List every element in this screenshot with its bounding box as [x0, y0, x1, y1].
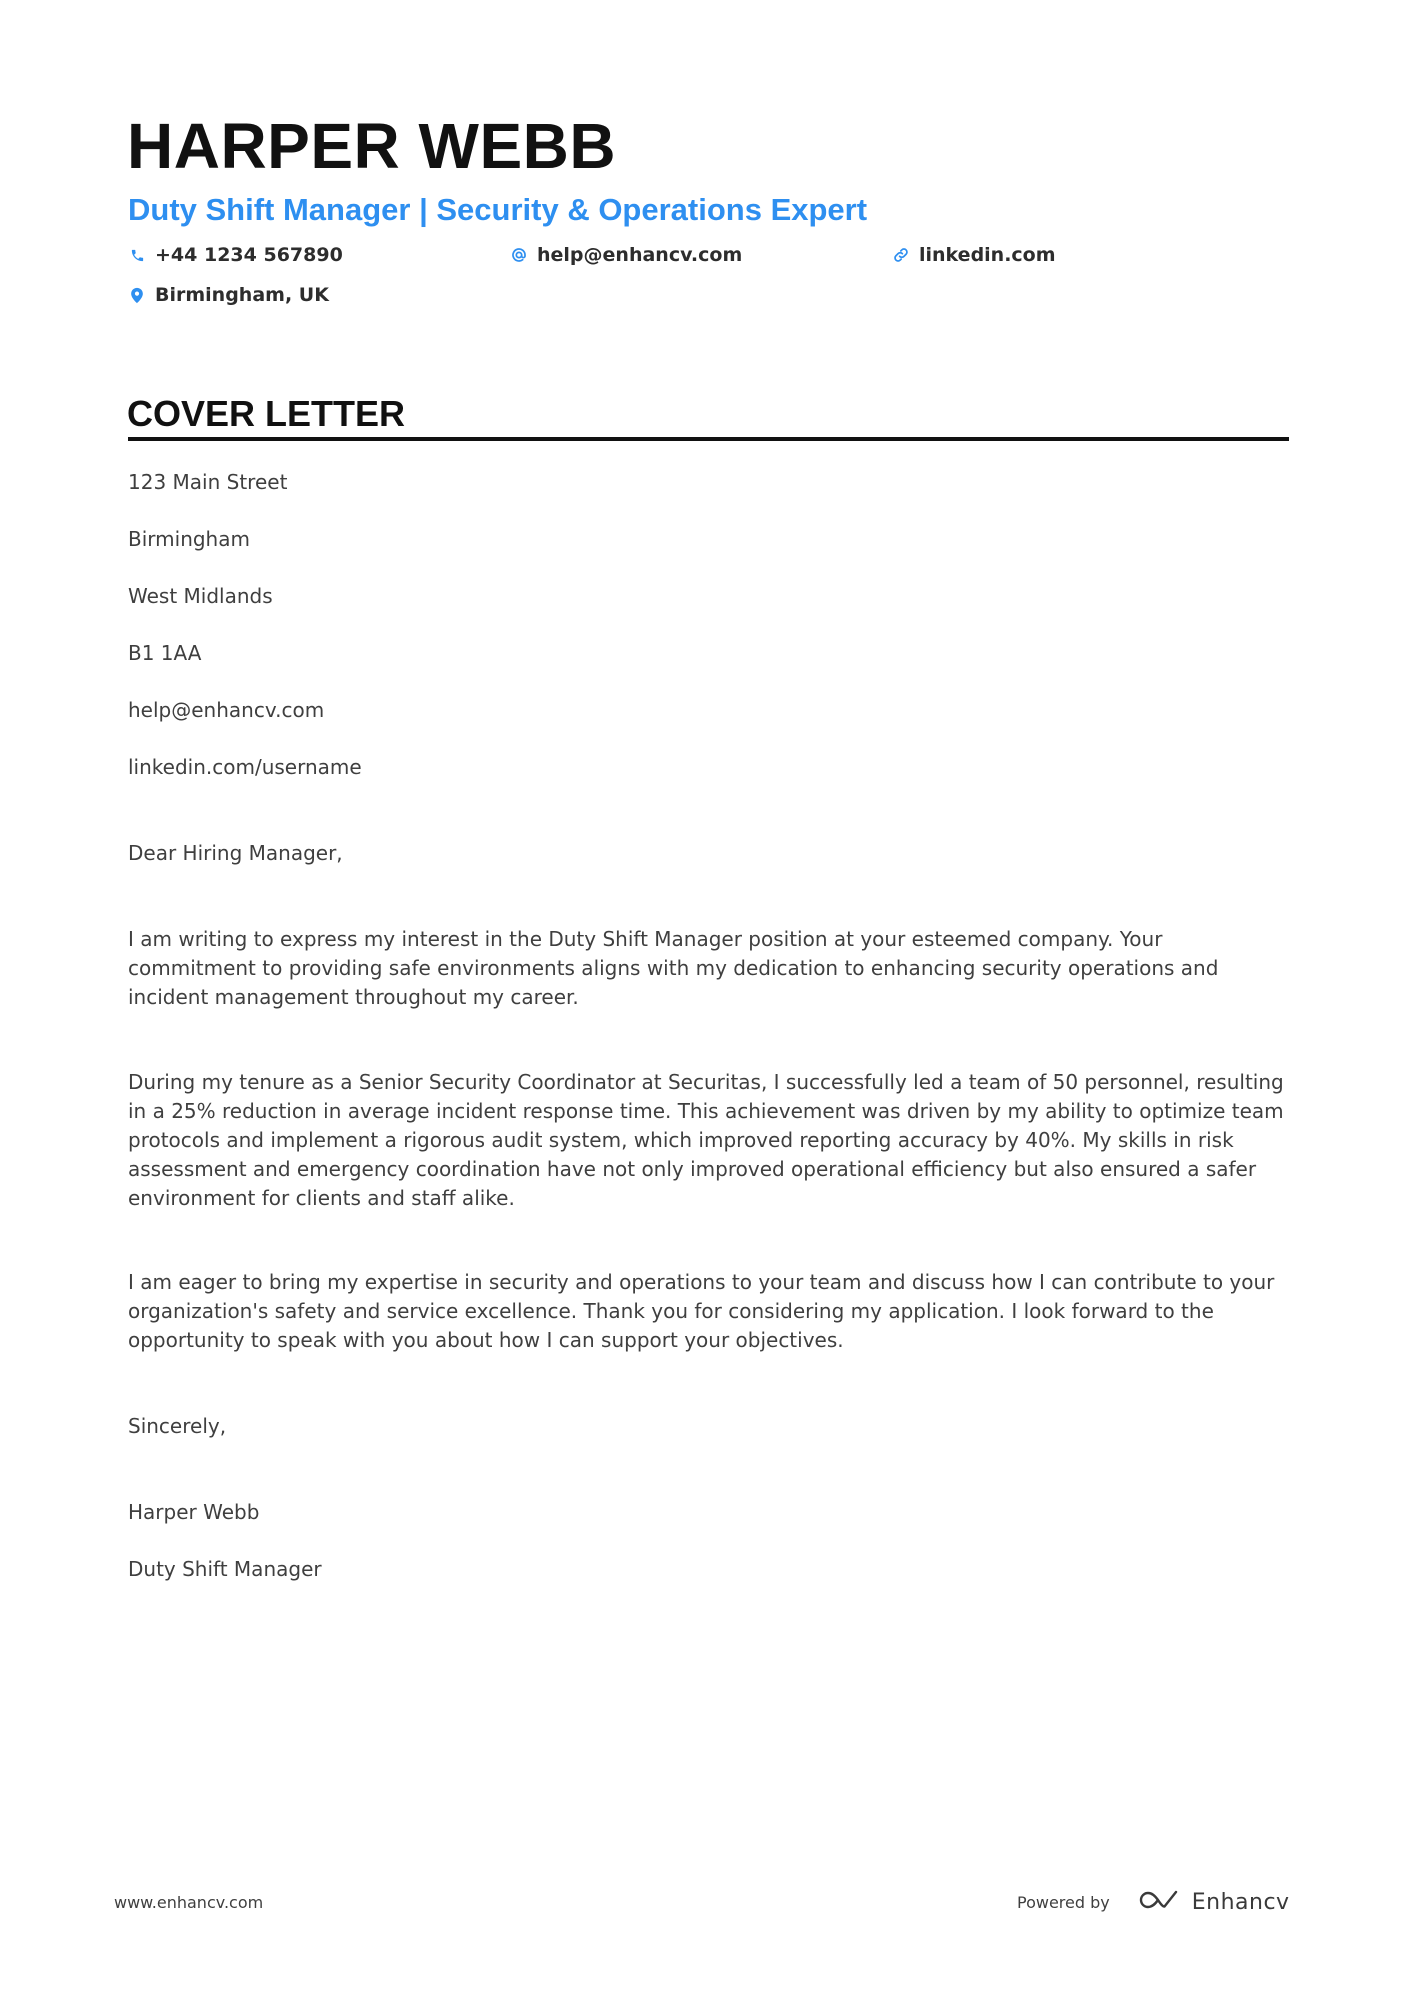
powered-by-label: Powered by	[1017, 1892, 1110, 1912]
signature-name: Harper Webb	[128, 1500, 260, 1524]
phone-icon	[128, 246, 146, 264]
address-email: help@enhancv.com	[128, 698, 325, 722]
contact-linkedin-text: linkedin.com	[919, 244, 1056, 266]
closing: Sincerely,	[128, 1414, 227, 1438]
contact-location-text: Birmingham, UK	[155, 284, 329, 306]
location-pin-icon	[128, 286, 146, 304]
contact-phone-text: +44 1234 567890	[155, 244, 343, 266]
contact-email-text: help@enhancv.com	[537, 244, 743, 266]
contact-phone	[128, 240, 343, 270]
address-line: West Midlands	[128, 584, 273, 608]
powered-by[interactable]	[1017, 1888, 1290, 1916]
at-sign-icon	[510, 246, 528, 264]
body-paragraph: I am eager to bring my expertise in security and operations to your team and discuss how I can contribute to your organization's safety and service excellence. Thank you for considering my application. I look forward to the opportunity to speak with you about how I can support your objectives.	[128, 1270, 1275, 1352]
address-line: B1 1AA	[128, 641, 202, 665]
address-line: Birmingham	[128, 527, 250, 551]
enhancv-brand-name: Enhancv	[1191, 1889, 1290, 1915]
contact-linkedin[interactable]	[892, 240, 1056, 270]
address-linkedin: linkedin.com/username	[128, 755, 362, 779]
section-heading-cover-letter: COVER LETTER	[127, 393, 406, 434]
footer-website-link[interactable]: www.enhancv.com	[114, 1893, 264, 1912]
candidate-title: Duty Shift Manager | Security & Operations Expert	[128, 192, 868, 227]
enhancv-logo-icon	[1136, 1888, 1182, 1916]
body-paragraph: I am writing to express my interest in the Duty Shift Manager position at your esteemed company. Your commitment to providing safe environments aligns with my dedication to enhancing security operations and incident management throughout my career.	[128, 927, 1219, 1009]
signature-title: Duty Shift Manager	[128, 1557, 322, 1581]
section-divider	[128, 437, 1289, 441]
contact-location	[128, 280, 329, 310]
contact-email[interactable]	[510, 240, 742, 270]
address-line: 123 Main Street	[128, 470, 288, 494]
candidate-name: HARPER WEBB	[127, 110, 617, 182]
link-icon	[892, 246, 910, 264]
body-paragraph: During my tenure as a Senior Security Coordinator at Securitas, I successfully led a team of 50 personnel, resulting in a 25% reduction in average incident response time. This achievement was driven by my ability to optimize team protocols and implement a rigorous audit system, which improved reporting accuracy by 40%. My skills in risk assessment and emergency coordination have not only improved operational efficiency but also ensured a safer environment for clients and staff alike.	[128, 1070, 1284, 1210]
salutation: Dear Hiring Manager,	[128, 841, 343, 865]
